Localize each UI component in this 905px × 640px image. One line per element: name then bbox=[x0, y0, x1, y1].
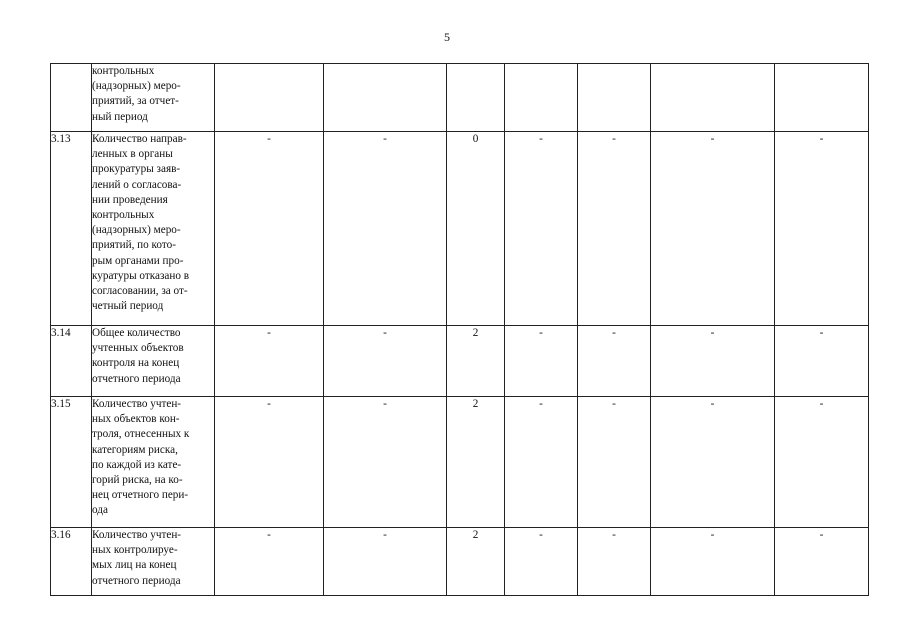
value-cell: - bbox=[775, 326, 869, 397]
value-cell: - bbox=[775, 132, 869, 326]
value-cell bbox=[651, 64, 775, 132]
table-row bbox=[51, 397, 869, 528]
row-description: Общее количество учтенных объектов контроля на конец отчетного периода bbox=[92, 326, 215, 397]
value-cell: - bbox=[324, 132, 447, 326]
value-cell: - bbox=[651, 528, 775, 596]
row-description: контрольных (надзорных) меро- приятий, за отчет- ный период bbox=[92, 64, 215, 132]
value-cell: - bbox=[215, 397, 324, 528]
value-cell: - bbox=[505, 132, 578, 326]
value-cell: - bbox=[324, 397, 447, 528]
value-cell bbox=[775, 64, 869, 132]
row-number: 3.16 bbox=[51, 528, 92, 596]
value-cell: - bbox=[775, 397, 869, 528]
table-row bbox=[51, 64, 869, 132]
report-table bbox=[50, 63, 869, 596]
value-cell bbox=[324, 64, 447, 132]
value-cell: - bbox=[578, 397, 651, 528]
row-number: 3.14 bbox=[51, 326, 92, 397]
table-row bbox=[51, 132, 869, 326]
value-cell: - bbox=[215, 528, 324, 596]
row-number bbox=[51, 64, 92, 132]
row-description: Количество учтен- ных контролируе- мых лиц на конец отчетного периода bbox=[92, 528, 215, 596]
table-row bbox=[51, 326, 869, 397]
row-description: Количество направ- ленных в органы прокуратуры заяв- лений о согласова- нии проведения контрольных (надзорных) меро- приятий, по кото- рым органами про- куратуры отказано в согласовании, за от- четный период bbox=[92, 132, 215, 326]
value-cell: - bbox=[324, 326, 447, 397]
value-cell: - bbox=[324, 528, 447, 596]
value-cell: - bbox=[651, 132, 775, 326]
value-cell: - bbox=[505, 326, 578, 397]
value-cell: 2 bbox=[447, 326, 505, 397]
value-cell: - bbox=[775, 528, 869, 596]
value-cell: 2 bbox=[447, 528, 505, 596]
value-cell: - bbox=[505, 397, 578, 528]
row-number: 3.13 bbox=[51, 132, 92, 326]
page-number: 5 bbox=[444, 30, 450, 44]
row-description: Количество учтен- ных объектов кон- троля, отнесенных к категориям риска, по каждой из кате- горий риска, на ко- нец отчетного пери- ода bbox=[92, 397, 215, 528]
value-cell bbox=[215, 64, 324, 132]
row-number: 3.15 bbox=[51, 397, 92, 528]
table-row bbox=[51, 528, 869, 596]
value-cell: - bbox=[578, 326, 651, 397]
value-cell: - bbox=[578, 132, 651, 326]
value-cell: - bbox=[215, 132, 324, 326]
value-cell bbox=[505, 64, 578, 132]
value-cell: - bbox=[578, 528, 651, 596]
value-cell bbox=[447, 64, 505, 132]
value-cell: - bbox=[215, 326, 324, 397]
value-cell: 0 bbox=[447, 132, 505, 326]
value-cell: - bbox=[505, 528, 578, 596]
value-cell bbox=[578, 64, 651, 132]
value-cell: - bbox=[651, 326, 775, 397]
value-cell: - bbox=[651, 397, 775, 528]
value-cell: 2 bbox=[447, 397, 505, 528]
